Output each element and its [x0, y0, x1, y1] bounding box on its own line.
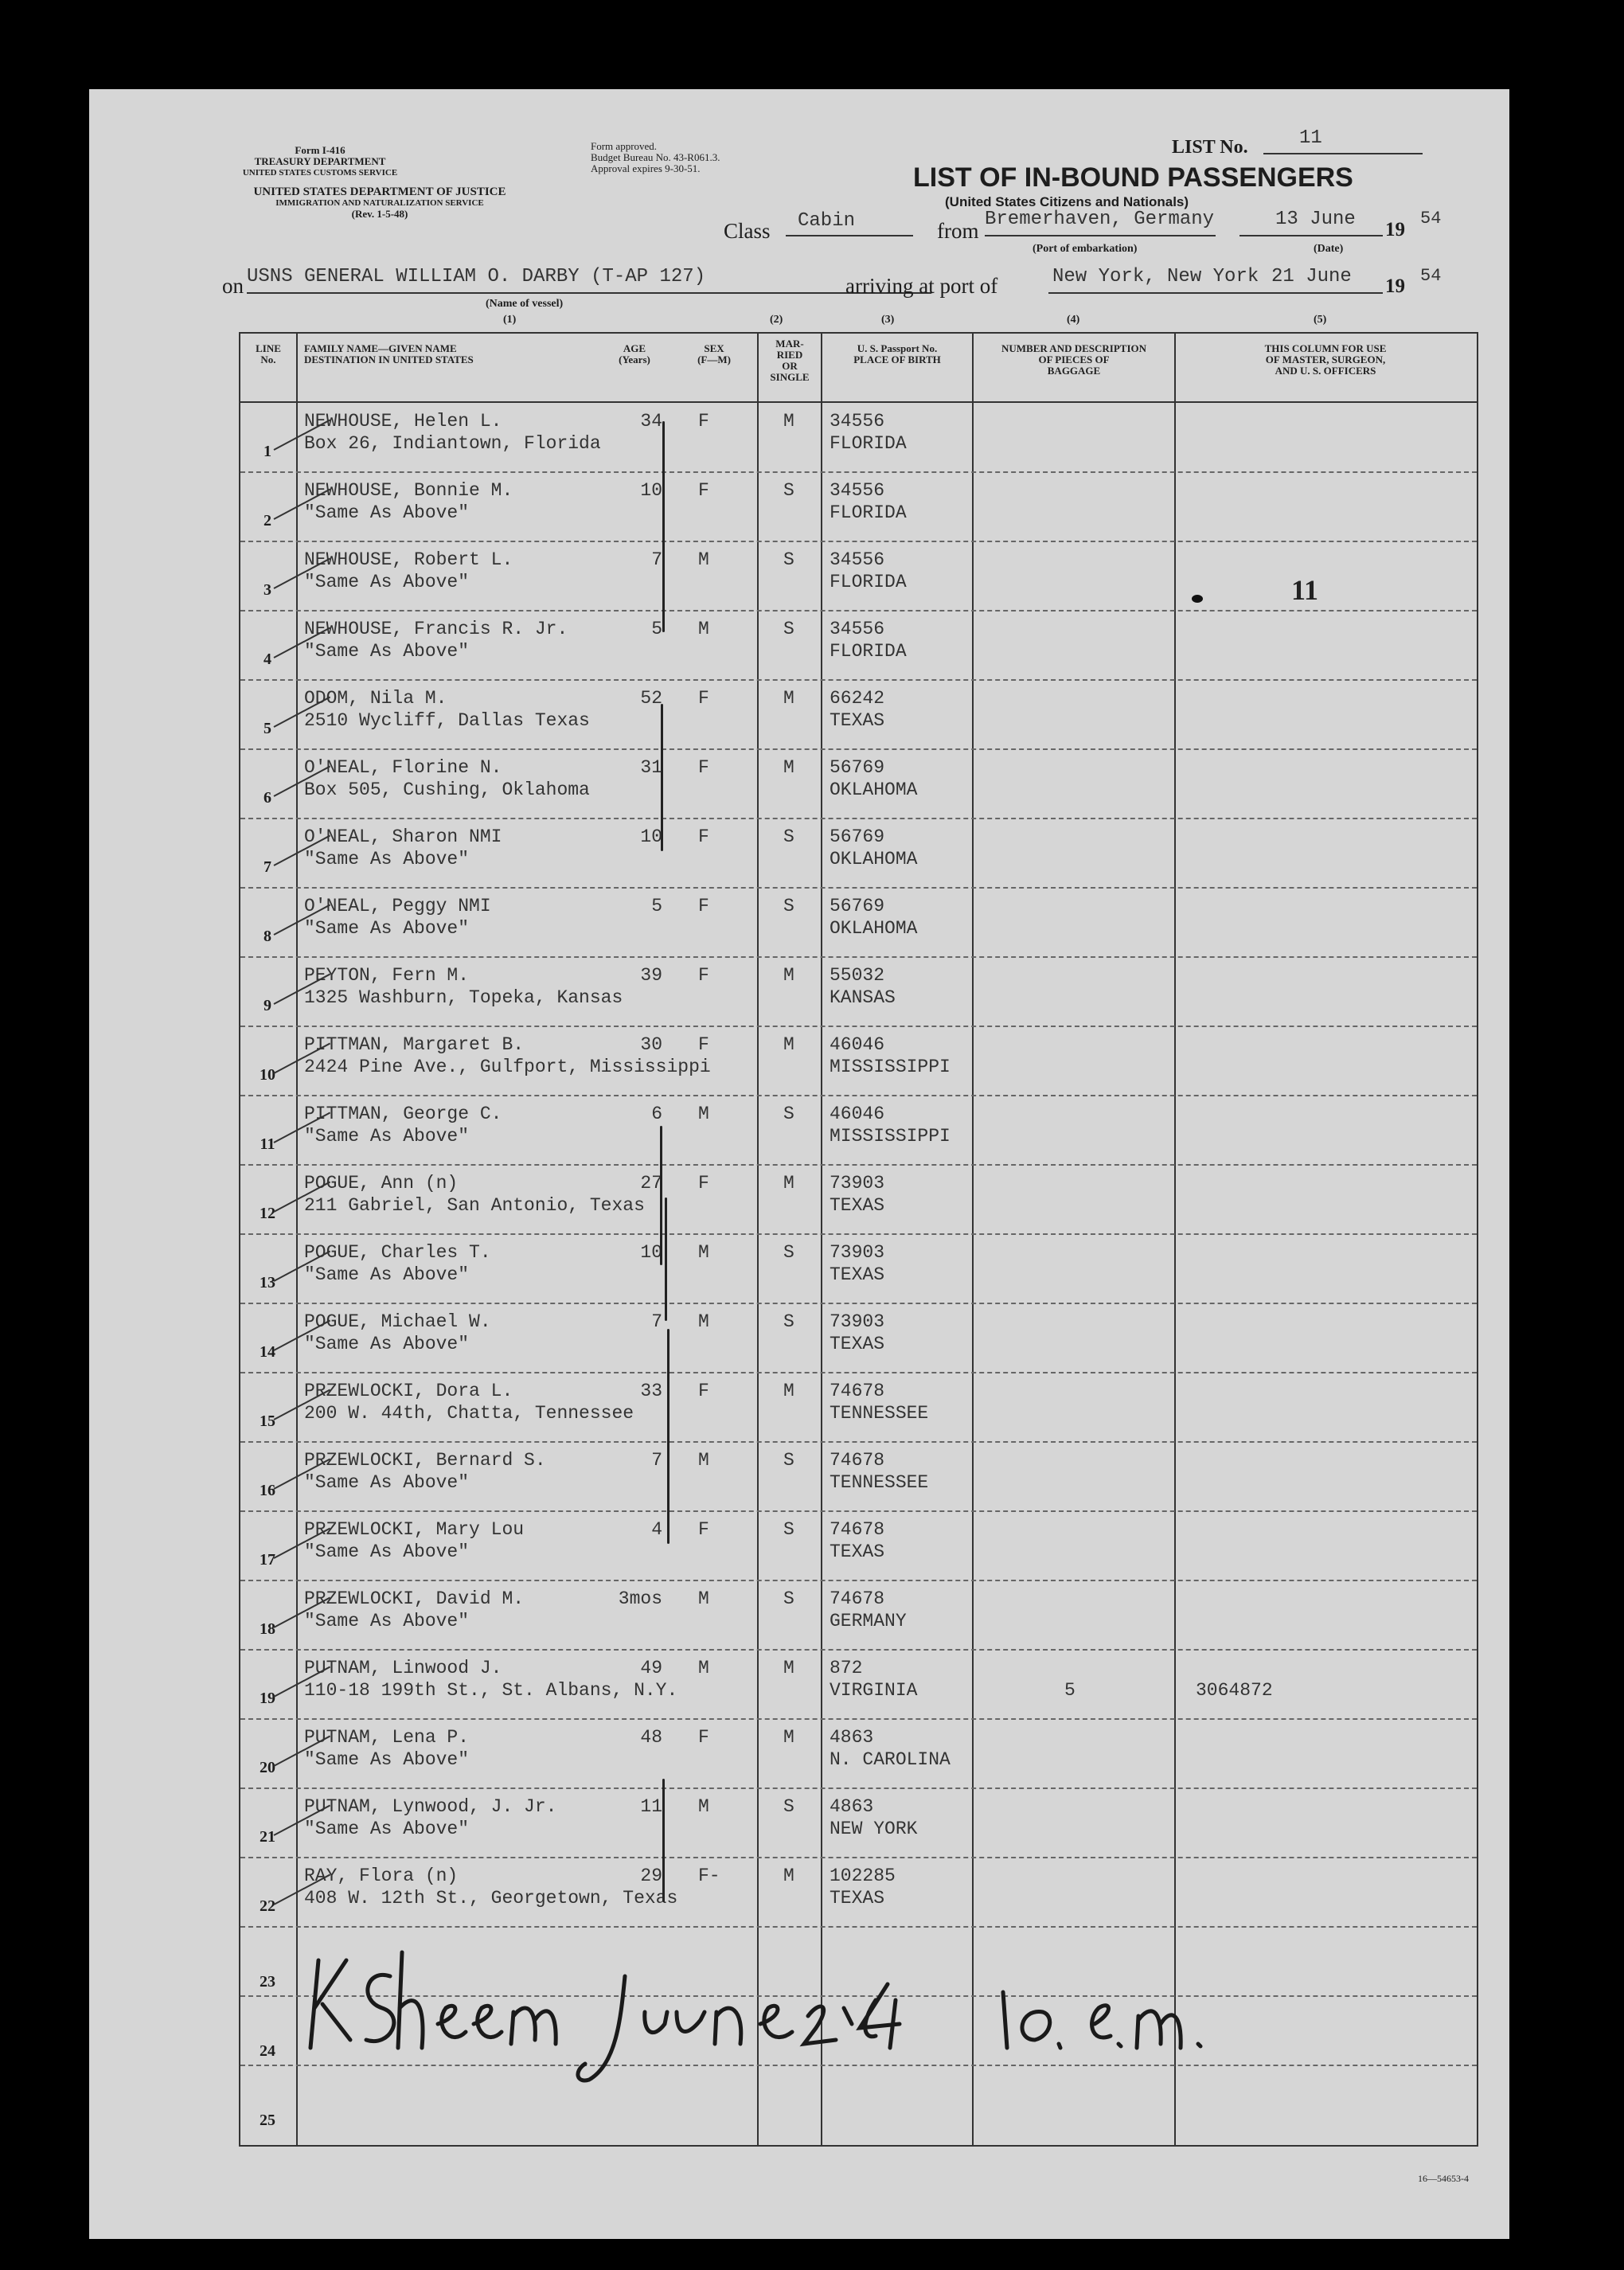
justice-block [221, 186, 539, 220]
place-of-birth: VIRGINIA [830, 1680, 918, 1701]
sex: M [698, 1658, 709, 1678]
passenger-name: O'NEAL, Peggy NMI [304, 896, 491, 916]
col-number-2: (2) [770, 314, 783, 326]
place-of-birth: FLORIDA [830, 641, 907, 662]
arrival-year: 54 [1420, 266, 1442, 286]
passport-number: 73903 [830, 1173, 885, 1194]
passport-number: 34556 [830, 480, 885, 501]
passenger-name: PUTNAM, Linwood J. [304, 1658, 502, 1678]
passenger-name: PITTMAN, George C. [304, 1104, 502, 1124]
age: 10 [640, 1242, 662, 1263]
passport-number: 74678 [830, 1450, 885, 1471]
place-of-birth: FLORIDA [830, 433, 907, 454]
from-value: Bremerhaven, Germany [985, 209, 1215, 230]
line-number: 20 [260, 1759, 275, 1776]
line-number: 6 [264, 789, 271, 807]
passenger-name: PRZEWLOCKI, Bernard S. [304, 1450, 546, 1471]
line-number: 10 [260, 1066, 275, 1084]
marital-status: M [783, 1727, 794, 1748]
destination: 1325 Washburn, Topeka, Kansas [304, 987, 623, 1008]
destination: "Same As Above" [304, 1126, 470, 1147]
destination: "Same As Above" [304, 1611, 470, 1631]
destination: "Same As Above" [304, 918, 470, 939]
marital-status: M [783, 1658, 794, 1678]
table-row [240, 472, 1477, 541]
port-embark-caption: (Port of embarkation) [1033, 243, 1138, 255]
passport-number: 34556 [830, 411, 885, 432]
vessel-caption: (Name of vessel) [486, 298, 564, 310]
line-number: 25 [260, 2112, 275, 2129]
line-number: 4 [264, 651, 271, 668]
destination: "Same As Above" [304, 1472, 470, 1493]
col-number-5: (5) [1314, 314, 1327, 326]
col-head-officers: THIS COLUMN FOR USE OF MASTER, SURGEON, AND U. S. OFFICERS [1264, 342, 1387, 377]
destination: "Same As Above" [304, 1819, 470, 1839]
place-of-birth: FLORIDA [830, 572, 907, 592]
table-row [240, 403, 1477, 472]
table-row [240, 1719, 1477, 1788]
form-approved: Form approved. [591, 140, 658, 152]
destination: 408 W. 12th St., Georgetown, Texas [304, 1888, 678, 1909]
passport-number: 73903 [830, 1242, 885, 1263]
place-of-birth: N. CAROLINA [830, 1749, 951, 1770]
sex: F- [698, 1866, 720, 1886]
line-number: 5 [264, 720, 271, 737]
place-of-birth: OKLAHOMA [830, 779, 918, 800]
family-bracket [660, 1126, 662, 1265]
age: 31 [640, 757, 662, 778]
passport-number: 74678 [830, 1381, 885, 1401]
col-head-baggage: NUMBER AND DESCRIPTION OF PIECES OF BAGGAGE [1001, 342, 1147, 377]
table-row [240, 541, 1477, 611]
passport-number: 102285 [830, 1866, 896, 1886]
line-number: 19 [260, 1690, 275, 1707]
sex: F [698, 826, 709, 847]
table-row [240, 1026, 1477, 1096]
officer-dot-mark [1192, 595, 1203, 603]
line-number: 17 [260, 1551, 275, 1569]
place-of-birth: TEXAS [830, 1888, 885, 1909]
line-number: 22 [260, 1897, 275, 1915]
passenger-name: ODOM, Nila M. [304, 688, 447, 709]
passport-number: 4863 [830, 1796, 874, 1817]
table-row [240, 1788, 1477, 1858]
destination: Box 26, Indiantown, Florida [304, 433, 601, 454]
officer-notes: 11 [1291, 574, 1319, 606]
document-subtitle: (United States Citizens and Nationals) [945, 194, 1189, 209]
passport-number: 56769 [830, 896, 885, 916]
destination: "Same As Above" [304, 572, 470, 592]
passport-number: 74678 [830, 1588, 885, 1609]
line-number: 8 [264, 928, 271, 945]
col-number-3: (3) [881, 314, 895, 326]
passport-number: 46046 [830, 1034, 885, 1055]
age: 34 [640, 411, 662, 432]
table-row [240, 1511, 1477, 1580]
table-row [240, 1580, 1477, 1650]
date-underline [1239, 235, 1383, 236]
marital-status: M [783, 411, 794, 432]
departure-date: 13 June [1275, 209, 1356, 230]
marital-status: S [783, 1311, 794, 1332]
age: 48 [640, 1727, 662, 1748]
family-bracket [662, 1779, 665, 1902]
document-title: LIST OF IN-BOUND PASSENGERS [913, 162, 1353, 193]
passenger-name: PUTNAM, Lynwood, J. Jr. [304, 1796, 557, 1817]
place-of-birth: MISSISSIPPI [830, 1057, 951, 1077]
passport-number: 46046 [830, 1104, 885, 1124]
table-row [240, 1442, 1477, 1511]
family-bracket [667, 1329, 670, 1544]
table-row [240, 1373, 1477, 1442]
treasury-dept: TREASURY DEPARTMENT [254, 155, 386, 167]
age: 5 [651, 619, 662, 639]
passenger-name: PRZEWLOCKI, David M. [304, 1588, 525, 1609]
arrival-port: New York, New York [1052, 266, 1259, 287]
sex: F [698, 688, 709, 709]
passport-number: 74678 [830, 1519, 885, 1540]
arrival-underline [1048, 292, 1383, 294]
marital-status: S [783, 1242, 794, 1263]
sex: F [698, 1519, 709, 1540]
col-head-age: AGE (Years) [619, 342, 650, 365]
revision: (Rev. 1-5-48) [351, 208, 408, 220]
passenger-name: O'NEAL, Florine N. [304, 757, 502, 778]
list-no-underline [1263, 153, 1423, 154]
sex: F [698, 1034, 709, 1055]
sex: F [698, 896, 709, 916]
sex: M [698, 1242, 709, 1263]
age: 10 [640, 480, 662, 501]
place-of-birth: MISSISSIPPI [830, 1126, 951, 1147]
marital-status: S [783, 619, 794, 639]
family-bracket [665, 1198, 667, 1321]
line-number: 1 [264, 443, 271, 460]
list-no-value: 11 [1299, 127, 1322, 149]
col-head-married: MAR- RIED OR SINGLE [770, 338, 810, 383]
printer-code: 16—54653-4 [1418, 2173, 1469, 2184]
destination: 110-18 199th St., St. Albans, N.Y. [304, 1680, 678, 1701]
sex: M [698, 1104, 709, 1124]
age: 7 [651, 1450, 662, 1471]
destination: "Same As Above" [304, 1334, 470, 1354]
marital-status: M [783, 757, 794, 778]
marital-status: S [783, 896, 794, 916]
place-of-birth: TEXAS [830, 1264, 885, 1285]
officer-notes: 3064872 [1196, 1680, 1273, 1701]
marital-status: S [783, 1519, 794, 1540]
age: 5 [651, 896, 662, 916]
passenger-name: PEYTON, Fern M. [304, 965, 470, 986]
age: 27 [640, 1173, 662, 1194]
destination: "Same As Above" [304, 1264, 470, 1285]
table-row [240, 1165, 1477, 1234]
marital-status: S [783, 480, 794, 501]
table-row [240, 957, 1477, 1026]
sex: F [698, 1381, 709, 1401]
age: 6 [651, 1104, 662, 1124]
destination: 200 W. 44th, Chatta, Tennessee [304, 1403, 634, 1424]
age: 49 [640, 1658, 662, 1678]
table-row [240, 888, 1477, 957]
form-header-left [169, 145, 471, 178]
age: 30 [640, 1034, 662, 1055]
sex: F [698, 411, 709, 432]
from-underline [985, 235, 1216, 236]
table-row [240, 611, 1477, 680]
destination: "Same As Above" [304, 1749, 470, 1770]
class-underline [786, 235, 913, 236]
manifest-page [89, 89, 1509, 2239]
line-number: 16 [260, 1482, 275, 1499]
age: 11 [640, 1796, 662, 1817]
line-number: 9 [264, 997, 271, 1014]
arrival-year-prefix: 19 [1385, 275, 1405, 297]
col-head-sex: SEX (F—M) [697, 342, 731, 365]
passport-number: 56769 [830, 757, 885, 778]
age: 39 [640, 965, 662, 986]
destination: 2424 Pine Ave., Gulfport, Mississippi [304, 1057, 711, 1077]
family-bracket [661, 704, 663, 851]
marital-status: S [783, 549, 794, 570]
passport-number: 56769 [830, 826, 885, 847]
line-number: 18 [260, 1620, 275, 1638]
marital-status: M [783, 1034, 794, 1055]
family-bracket [662, 421, 665, 632]
year-value: 54 [1420, 209, 1442, 229]
sex: M [698, 549, 709, 570]
marital-status: S [783, 826, 794, 847]
line-number: 23 [260, 1973, 275, 1991]
col-head-passport: U. S. Passport No. PLACE OF BIRTH [853, 342, 941, 365]
marital-status: M [783, 1866, 794, 1886]
arrival-date: 21 June [1271, 266, 1352, 287]
destination: 2510 Wycliff, Dallas Texas [304, 710, 590, 731]
approval-expiry: Approval expires 9-30-51. [591, 162, 701, 174]
passenger-name: O'NEAL, Sharon NMI [304, 826, 502, 847]
place-of-birth: TENNESSEE [830, 1403, 929, 1424]
form-number: Form I-416 [295, 144, 345, 156]
sex: M [698, 619, 709, 639]
sex: F [698, 757, 709, 778]
passenger-name: POGUE, Charles T. [304, 1242, 491, 1263]
line-number: 7 [264, 858, 271, 876]
passenger-name: PUTNAM, Lena P. [304, 1727, 470, 1748]
marital-status: M [783, 1381, 794, 1401]
sex: M [698, 1796, 709, 1817]
sex: M [698, 1450, 709, 1471]
customs-service: UNITED STATES CUSTOMS SERVICE [242, 168, 398, 178]
justice-dept: UNITED STATES DEPARTMENT OF JUSTICE [253, 186, 506, 198]
destination: 211 Gabriel, San Antonio, Texas [304, 1195, 645, 1216]
destination: Box 505, Cushing, Oklahoma [304, 779, 590, 800]
age: 4 [651, 1519, 662, 1540]
passenger-name: NEWHOUSE, Francis R. Jr. [304, 619, 568, 639]
passport-number: 872 [830, 1658, 863, 1678]
place-of-birth: OKLAHOMA [830, 918, 918, 939]
sex: F [698, 1727, 709, 1748]
passport-number: 34556 [830, 619, 885, 639]
destination: "Same As Above" [304, 1541, 470, 1562]
line-number: 24 [260, 2042, 275, 2060]
sex: M [698, 1588, 709, 1609]
passenger-name: POGUE, Ann (n) [304, 1173, 459, 1194]
vessel-underline [247, 292, 931, 294]
place-of-birth: OKLAHOMA [830, 849, 918, 869]
arriving-label: arriving at port of [845, 274, 998, 298]
passport-number: 34556 [830, 549, 885, 570]
budget-bureau: Budget Bureau No. 43-R061.3. [591, 151, 720, 163]
table-row [240, 1303, 1477, 1373]
age: 7 [651, 1311, 662, 1332]
line-number: 3 [264, 581, 271, 599]
year-prefix: 19 [1385, 219, 1405, 240]
passenger-name: PRZEWLOCKI, Dora L. [304, 1381, 513, 1401]
marital-status: M [783, 965, 794, 986]
table-row [240, 1234, 1477, 1303]
passenger-name: RAY, Flora (n) [304, 1866, 459, 1886]
col-head-line-no: LINE No. [256, 342, 281, 365]
passenger-name: NEWHOUSE, Robert L. [304, 549, 513, 570]
table-row [240, 749, 1477, 819]
sex: M [698, 1311, 709, 1332]
table-row [240, 680, 1477, 749]
sex: F [698, 480, 709, 501]
age: 52 [640, 688, 662, 709]
destination: "Same As Above" [304, 849, 470, 869]
date-caption: (Date) [1314, 243, 1344, 255]
age: 10 [640, 826, 662, 847]
table-row [240, 1650, 1477, 1719]
class-label: Class [724, 219, 771, 243]
table-row [240, 1096, 1477, 1165]
sex: F [698, 965, 709, 986]
destination: "Same As Above" [304, 641, 470, 662]
col-number-4: (4) [1067, 314, 1080, 326]
passenger-name: NEWHOUSE, Bonnie M. [304, 480, 513, 501]
passport-number: 66242 [830, 688, 885, 709]
list-no-label: LIST No. [1172, 137, 1248, 158]
age: 7 [651, 549, 662, 570]
inspector-signature [303, 1936, 1258, 2096]
passenger-name: NEWHOUSE, Helen L. [304, 411, 502, 432]
age: 3mos [618, 1588, 662, 1609]
place-of-birth: TEXAS [830, 1195, 885, 1216]
line-number: 11 [260, 1135, 275, 1153]
place-of-birth: TEXAS [830, 710, 885, 731]
from-label: from [937, 219, 979, 243]
approval-block [591, 141, 720, 174]
col-head-name: FAMILY NAME—GIVEN NAME DESTINATION IN UNITED STATES [304, 342, 474, 365]
passenger-name: POGUE, Michael W. [304, 1311, 491, 1332]
destination: "Same As Above" [304, 502, 470, 523]
passenger-name: PITTMAN, Margaret B. [304, 1034, 525, 1055]
line-number: 13 [260, 1274, 275, 1291]
marital-status: M [783, 1173, 794, 1194]
table-row [240, 1858, 1477, 1927]
place-of-birth: FLORIDA [830, 502, 907, 523]
marital-status: S [783, 1588, 794, 1609]
passenger-table [239, 332, 1478, 2184]
class-value: Cabin [798, 210, 856, 232]
baggage: 5 [1064, 1680, 1076, 1701]
vessel-name: USNS GENERAL WILLIAM O. DARBY (T-AP 127) [247, 266, 706, 287]
passport-number: 55032 [830, 965, 885, 986]
line-number: 15 [260, 1412, 275, 1430]
line-number: 14 [260, 1343, 275, 1361]
line-number: 12 [260, 1205, 275, 1222]
marital-status: S [783, 1104, 794, 1124]
table-row [240, 819, 1477, 888]
passport-number: 73903 [830, 1311, 885, 1332]
marital-status: M [783, 688, 794, 709]
line-number: 21 [260, 1828, 275, 1846]
ins-service: IMMIGRATION AND NATURALIZATION SERVICE [275, 198, 484, 208]
place-of-birth: TEXAS [830, 1541, 885, 1562]
sex: F [698, 1173, 709, 1194]
col-number-1: (1) [503, 314, 517, 326]
age: 33 [640, 1381, 662, 1401]
place-of-birth: GERMANY [830, 1611, 907, 1631]
age: 29 [640, 1866, 662, 1886]
marital-status: S [783, 1450, 794, 1471]
line-number: 2 [264, 512, 271, 529]
place-of-birth: TEXAS [830, 1334, 885, 1354]
marital-status: S [783, 1796, 794, 1817]
on-label: on [222, 274, 244, 298]
passenger-name: PRZEWLOCKI, Mary Lou [304, 1519, 525, 1540]
place-of-birth: KANSAS [830, 987, 896, 1008]
place-of-birth: NEW YORK [830, 1819, 918, 1839]
passport-number: 4863 [830, 1727, 874, 1748]
place-of-birth: TENNESSEE [830, 1472, 929, 1493]
